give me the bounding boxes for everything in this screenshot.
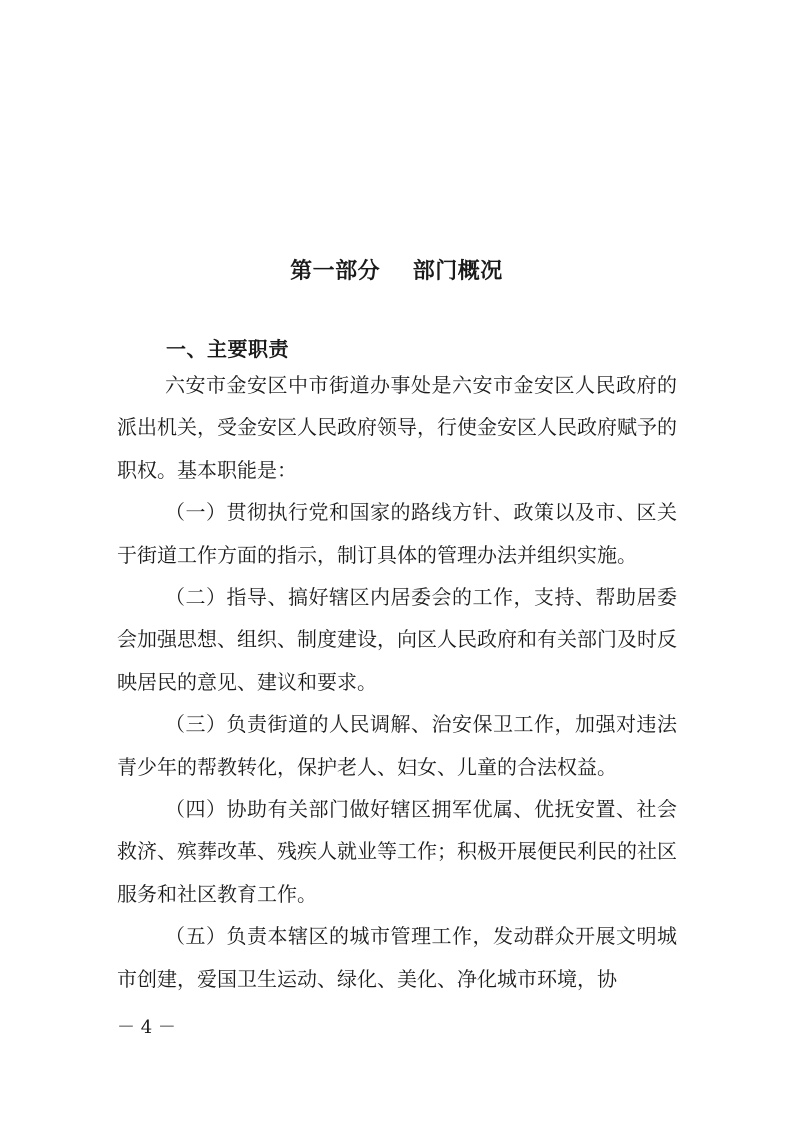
page-number: － 4 － [117,1017,176,1038]
paragraph: （二）指导、搞好辖区内居委会的工作，支持、帮助居委会加强思想、组织、制度建设，向区人民政府和有关部门及时反映居民的意见、建议和要求。 [117,585,677,694]
paragraph: （一）贯彻执行党和国家的路线方针、政策以及市、区关于街道工作方面的指示，制订具体的管理办法并组织实施。 [117,500,677,567]
section-heading: 一、主要职责 [166,337,289,361]
paragraph: （五）负责本辖区的城市管理工作，发动群众开展文明城市创建，爱国卫生运动、绿化、美化、净化城市环境，协 [117,924,677,991]
part-title: 第一部分 部门概况 [290,259,503,284]
paragraph: 六安市金安区中市街道办事处是六安市金安区人民政府的派出机关，受金安区人民政府领导，行使金安区人民政府赋予的职权。基本职能是： [117,373,677,482]
paragraph: （三）负责街道的人民调解、治安保卫工作，加强对违法青少年的帮教转化，保护老人、妇女、儿童的合法权益。 [117,712,677,779]
body-text [117,364,677,1000]
paragraph: （四）协助有关部门做好辖区拥军优属、优抚安置、社会救济、殡葬改革、残疾人就业等工作；积极开展便民利民的社区服务和社区教育工作。 [117,797,677,906]
